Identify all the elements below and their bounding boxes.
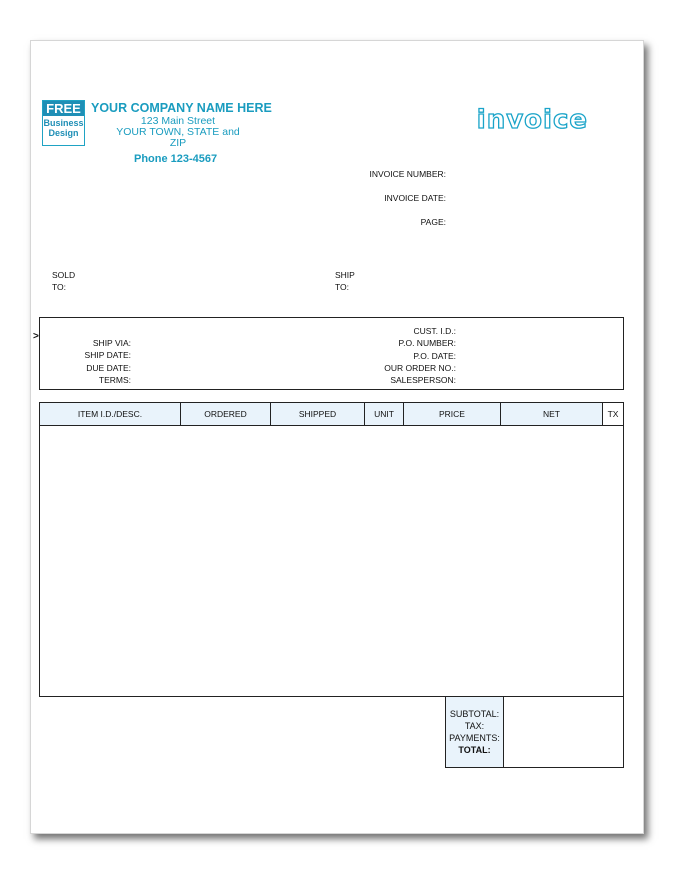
order-left-labels <box>85 337 131 386</box>
col-shipped: SHIPPED <box>271 403 365 425</box>
tax-label: TAX: <box>464 721 485 731</box>
totals-box <box>445 696 624 768</box>
payments-label: PAYMENTS: <box>449 733 500 743</box>
logo-business-design-text: Business Design <box>43 118 84 138</box>
company-logo <box>42 100 85 146</box>
subtotal-label: SUBTOTAL: <box>449 709 500 719</box>
order-info-box <box>39 317 624 390</box>
company-address <box>107 116 249 149</box>
col-net: NET <box>501 403 603 425</box>
salesperson-label: SALESPERSON: <box>390 375 456 386</box>
col-ordered: ORDERED <box>181 403 271 425</box>
po-date-label: P.O. DATE: <box>413 350 456 361</box>
alignment-marker: > <box>33 331 39 342</box>
due-date-label: DUE DATE: <box>86 362 131 373</box>
order-right-labels <box>384 325 456 386</box>
total-label: TOTAL: <box>458 745 491 755</box>
logo-free-text: FREE <box>43 101 84 116</box>
col-item-desc: ITEM I.D./DESC. <box>40 403 181 425</box>
invoice-sheet <box>30 40 644 834</box>
col-price: PRICE <box>404 403 501 425</box>
ship-via-label: SHIP VIA: <box>92 338 131 348</box>
col-tx: TX <box>603 403 623 425</box>
company-name: YOUR COMPANY NAME HERE <box>91 101 272 115</box>
page-label: PAGE: <box>420 217 446 227</box>
terms-label: TERMS: <box>98 374 131 385</box>
company-city: YOUR TOWN, STATE and ZIP <box>116 126 240 149</box>
items-table <box>39 402 624 697</box>
company-phone: Phone 123-4567 <box>134 153 218 165</box>
company-street: 123 Main Street <box>140 115 216 127</box>
cust-id-label: CUST. I.D.: <box>413 326 456 336</box>
totals-labels <box>446 697 504 767</box>
invoice-title: invoice <box>476 105 588 135</box>
col-unit: UNIT <box>365 403 404 425</box>
po-number-label: P.O. NUMBER: <box>398 338 456 349</box>
ship-date-label: SHIP DATE: <box>84 350 131 361</box>
invoice-date-label: INVOICE DATE: <box>384 193 446 203</box>
sold-to-label: SOLD TO: <box>52 270 76 292</box>
ship-to-label: SHIP TO: <box>335 270 355 292</box>
table-header-divider <box>40 425 623 426</box>
invoice-number-label: INVOICE NUMBER: <box>369 169 446 179</box>
our-order-label: OUR ORDER NO.: <box>384 362 456 373</box>
